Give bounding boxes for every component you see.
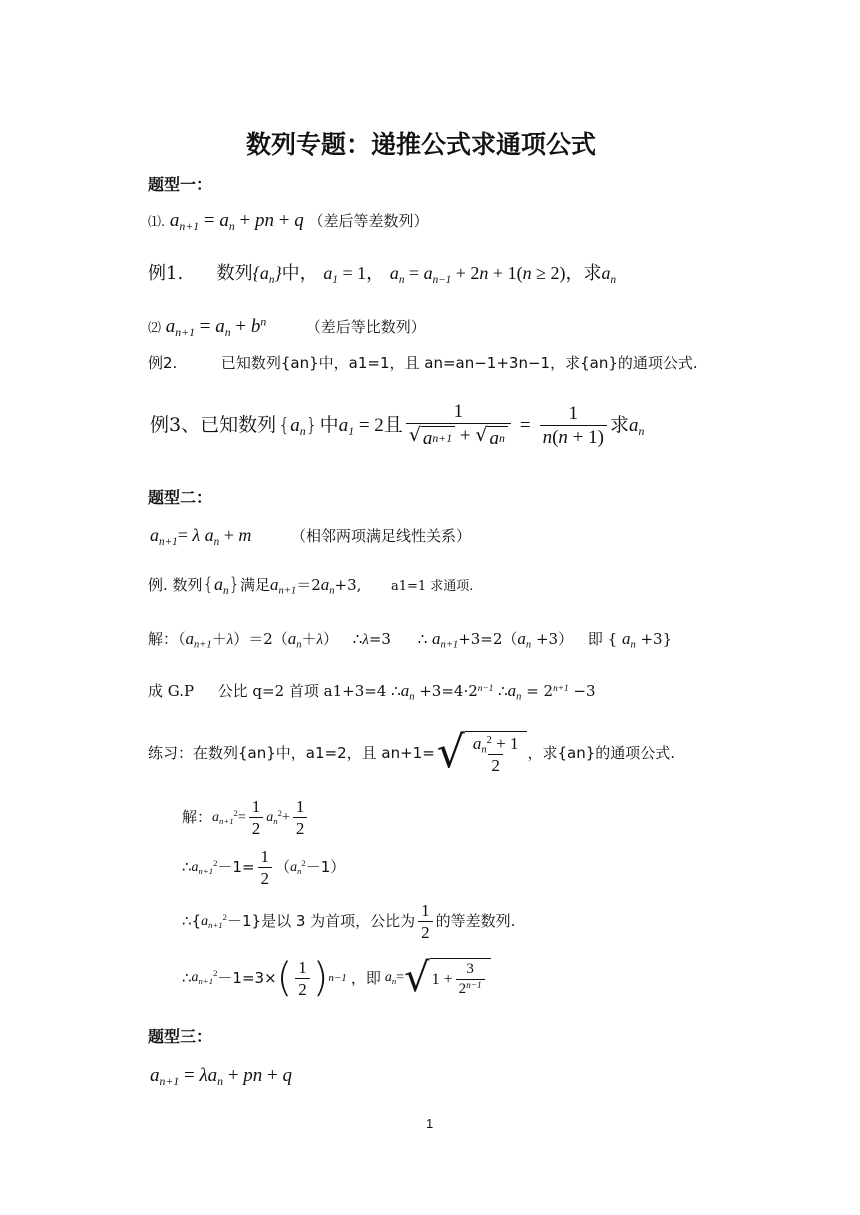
type2-conclusion: 成 G.P 公比 q=2 首项 a1+3=4 $\therefore a_n +3=4\cdot 2^{n-1}$ $\therefore a_n = 2^{n+1} -3$ — [148, 681, 596, 703]
practice: 练习：在数列{an}中，a1=2，且 an+1= √ $\frac{a_n^2 + 1}{2}$ ，求{an}的通项公式. — [148, 727, 676, 778]
final-sqrt: √ 1 + $\frac{3}{2^{n-1}}$ — [404, 958, 491, 998]
example3: 例3、已知数列 $\{a_n\}$ 中 $a_1 = 2$ 且 1 √ a n+1 + √ a n = $\frac{1}{n(n + 1)}$ 求 $a_n$ — [150, 401, 645, 449]
ex2-text: 已知数列{an}中，a1=1，且 an=an−1+3n−1，求{an}的通项公式. — [220, 354, 698, 372]
practice-sol-step1: 解： $a_{n+1}^2=$ $\frac{1}{2}$ $a_n^2+$ $\frac{1}{2}$ — [182, 798, 310, 837]
page-number: 1 — [426, 1116, 434, 1131]
type1-case2: ⑵ $a_{n+1} = a_n + b^n$ （差后等比数列） — [148, 315, 426, 340]
case1-note: （差后等差数列） — [308, 212, 429, 230]
ex3-frac-left: 1 √ a n+1 + √ a n — [406, 402, 511, 448]
example1: 例1. 数列$\{a_n\}$中， $a_1 = 1$， $a_n = a_{n-1} + 2n + 1(n \ge 2)$，求$a_n$ — [148, 263, 617, 286]
type2-formula: $a_{n+1}= \lambda$ $a_n + m$ （相邻两项满足线性关系） — [150, 525, 471, 548]
type2-example: 例. 数列$\{a_n\}$满足$a_{n+1}=2a_n+3$, a1=1 求通项. — [148, 574, 474, 597]
type2-solution: 解：$(a_{n+1}+\lambda)=2(a_n+\lambda)$ ∴λ=3 ∴ $a_{n+1}+3=2(a_n +3)$ 即 { $a_n +3$} — [148, 629, 673, 651]
practice-sol-step3: ∴{ $a_{n+1}^2$ －1} 是以 3 为首项，公比为 $\frac{1}{2}$ 的等差数列. — [182, 901, 516, 942]
practice-sol-step4: ∴ $a_{n+1}^2$ －1=3× ( $\frac{1}{2}$ ) n−1 ，即 $a_n=$ √ 1 + $\frac{3}{2^{n-1}}$ — [182, 958, 491, 998]
type1-heading: 题型一： — [148, 175, 213, 194]
type2-heading: 题型二： — [148, 488, 213, 507]
case2-label: ⑵ — [148, 321, 162, 336]
type2-note: （相邻两项满足线性关系） — [290, 527, 471, 545]
ex3-frac-right: $\frac{1}{n(n + 1)}$ — [540, 404, 607, 447]
type3-formula: $a_{n+1} = \lambda a_n$ + pn + q — [150, 1065, 292, 1089]
type3-heading: 题型三： — [148, 1027, 213, 1046]
ex2-label: 例2. — [148, 354, 178, 372]
case2-note: （差后等比数列） — [305, 318, 426, 336]
example2 — [148, 356, 698, 371]
case1-label: ⑴. — [148, 215, 166, 230]
practice-sol-step2: ∴ $a_{n+1}^2$ －1= $\frac{1}{2}$ （ $a_n^2$ －1） — [182, 847, 346, 888]
type1-case1: ⑴. $a_{n+1} = a_n$ + pn + q （差后等差数列） — [148, 210, 429, 234]
practice-sqrt: √ $\frac{a_n^2 + 1}{2}$ — [437, 731, 528, 775]
ex1-label: 例1. — [148, 263, 184, 284]
page-title: 数列专题：递推公式求通项公式 — [246, 130, 597, 159]
